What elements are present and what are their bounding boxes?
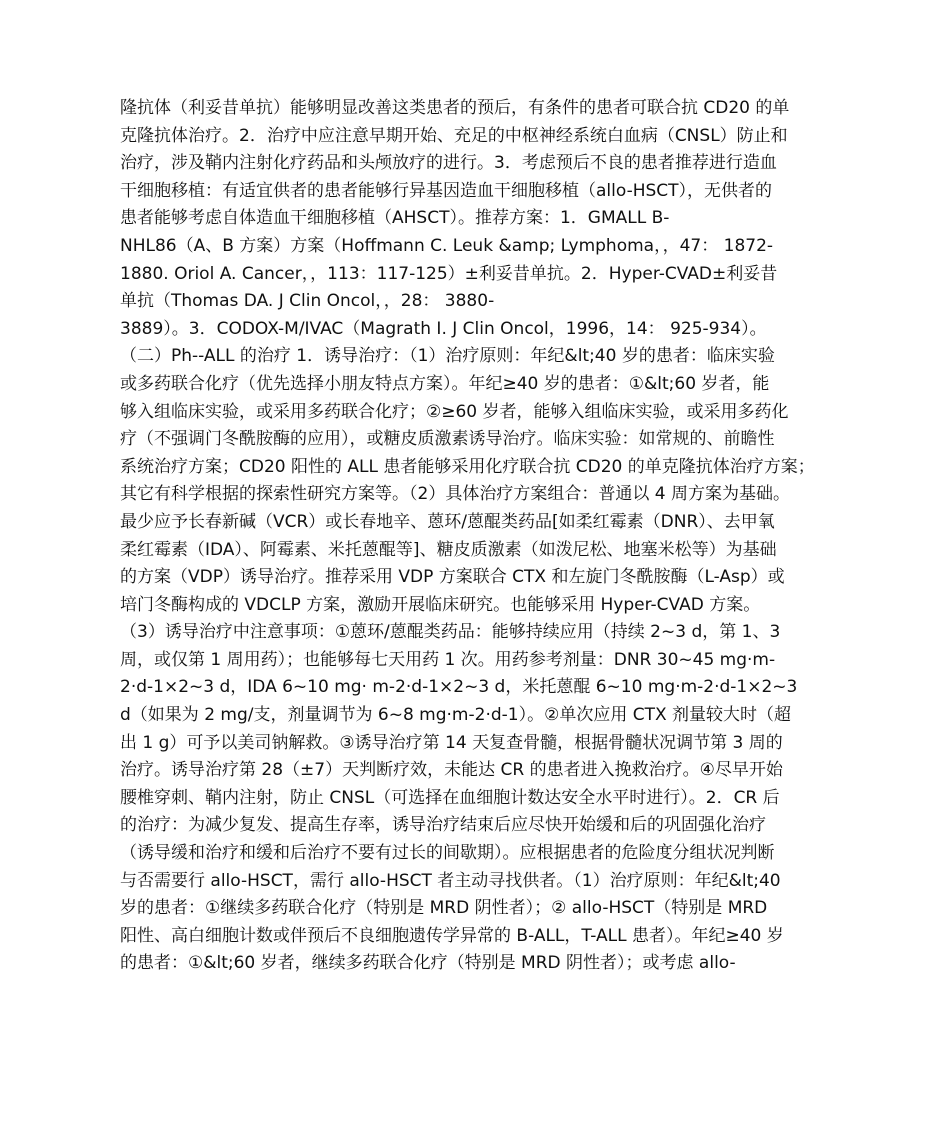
text-line: 的患者：①&lt;60 岁者，继续多药联合化疗（特别是 MRD 阴性者）；或考虑 allo- (120, 953, 736, 974)
text-line: 或多药联合化疗（优先选择小朋友特点方案）。年纪≥40 岁的患者：①&lt;60 岁者，能 (120, 373, 770, 394)
text-line: 干细胞移植：有适宜供者的患者能够行异基因造血干细胞移植（allo-HSCT），无供者的 (120, 180, 773, 201)
text-line: 隆抗体（利妥昔单抗）能够明显改善这类患者的预后，有条件的患者可联合抗 CD20 的单 (120, 98, 790, 118)
text-line: 出 1 g）可予以美司钠解救。③诱导治疗第 14 天复查骨髓，根据骨髓状况调节第 3 周的 (120, 732, 783, 753)
text-line: 的治疗：为减少复发、提高生存率，诱导治疗结束后应尽快开始缓和后的巩固强化治疗 (120, 815, 766, 836)
text-line: 的方案（VDP）诱导治疗。推荐采用 VDP 方案联合 CTX 和左旋门冬酰胺酶（L-Asp）或 (120, 567, 785, 588)
text-line: 治疗，涉及鞘内注射化疗药品和头颅放疗的进行。3．考虑预后不良的患者推荐进行造血 (120, 153, 777, 174)
text-line: 与否需要行 allo-HSCT，需行 allo-HSCT 者主动寻找供者。（1）治疗原则：年纪&lt;40 (120, 870, 781, 891)
text-line: 疗（不强调门冬酰胺酶的应用），或糖皮质激素诱导治疗。临床实验：如常规的、前瞻性 (120, 429, 775, 450)
text-line: NHL86（A、B 方案）方案（Hoffmann C. Leuk &amp; Lymphoma，，47： 1872- (120, 235, 774, 256)
text-line: （诱导缓和治疗和缓和后治疗不要有过长的间歇期）。应根据患者的危险度分组状况判断 (120, 843, 775, 864)
text-line: 系统治疗方案；CD20 阳性的 ALL 患者能够采用化疗联合抗 CD20 的单克隆抗体治疗方案； (120, 456, 815, 477)
text-line: 腰椎穿刺、鞘内注射，防止 CNSL（可选择在血细胞计数达安全水平时进行）。2．CR 后 (120, 787, 780, 808)
text-line: 单抗（Thomas DA. J Clin Oncol，，28： 3880- (120, 291, 495, 312)
text-line: 患者能够考虑自体造血干细胞移植（AHSCT）。推荐方案：1．GMALL B- (120, 208, 670, 229)
text-line: 2·d-1×2~3 d，IDA 6~10 mg· m-2·d-1×2~3 d，米托蒽醌 6~10 mg·m-2·d-1×2~3 (120, 677, 798, 698)
text-line: 3889）。3．CODOX-M/IVAC（Magrath I. J Clin Oncol，1996，14： 925-934）。 (120, 318, 767, 339)
text-line: （3）诱导治疗中注意事项：①蒽环/蒽醌类药品：能够持续应用（持续 2~3 d，第 1、3 (120, 622, 781, 643)
text-line: 其它有科学根据的探索性研究方案等。（2）具体治疗方案组合：普通以 4 周方案为基础。 (120, 484, 790, 505)
text-line: 柔红霉素（IDA）、阿霉素、米托蒽醌等]、糖皮质激素（如泼尼松、地塞米松等）为基础 (120, 539, 777, 560)
text-line: 培门冬酶构成的 VDCLP 方案，激励开展临床研究。也能够采用 Hyper-CVAD 方案。 (120, 594, 761, 615)
text-line: 1880. Oriol A. Cancer，，113：117-125）±利妥昔单抗。2．Hyper-CVAD±利妥昔 (120, 263, 778, 284)
text-line: 岁的患者：①继续多药联合化疗（特别是 MRD 阴性者）；② allo-HSCT（特别是 MRD (120, 898, 768, 919)
text-line: 周，或仅第 1 周用药）；也能够每七天用药 1 次。用药参考剂量：DNR 30~45 mg·m- (120, 649, 776, 670)
text-line: （二）Ph--ALL 的治疗 1．诱导治疗：（1）治疗原则：年纪&lt;40 岁的患者：临床实验 (120, 346, 775, 367)
text-line: 阳性、高白细胞计数或伴预后不良细胞遗传学异常的 B-ALL，T-ALL 患者）。年纪≥40 岁 (120, 925, 784, 946)
body-text (120, 95, 840, 978)
text-line: 克隆抗体治疗。2．治疗中应注意早期开始、充足的中枢神经系统白血病（CNSL）防止和 (120, 125, 788, 146)
text-line: 最少应予长春新碱（VCR）或长春地辛、蒽环/蒽醌类药品[如柔红霉素（DNR）、去甲氧 (120, 511, 775, 532)
text-line: 够入组临床实验，或采用多药联合化疗；②≥60 岁者，能够入组临床实验，或采用多药化 (120, 401, 789, 422)
text-line: 治疗。诱导治疗第 28（±7）天判断疗效，未能达 CR 的患者进入挽救治疗。④尽早开始 (120, 760, 783, 781)
text-line: d（如果为 2 mg/支，剂量调节为 6~8 mg·m-2·d-1）。②单次应用 CTX 剂量较大时（超 (120, 705, 792, 726)
